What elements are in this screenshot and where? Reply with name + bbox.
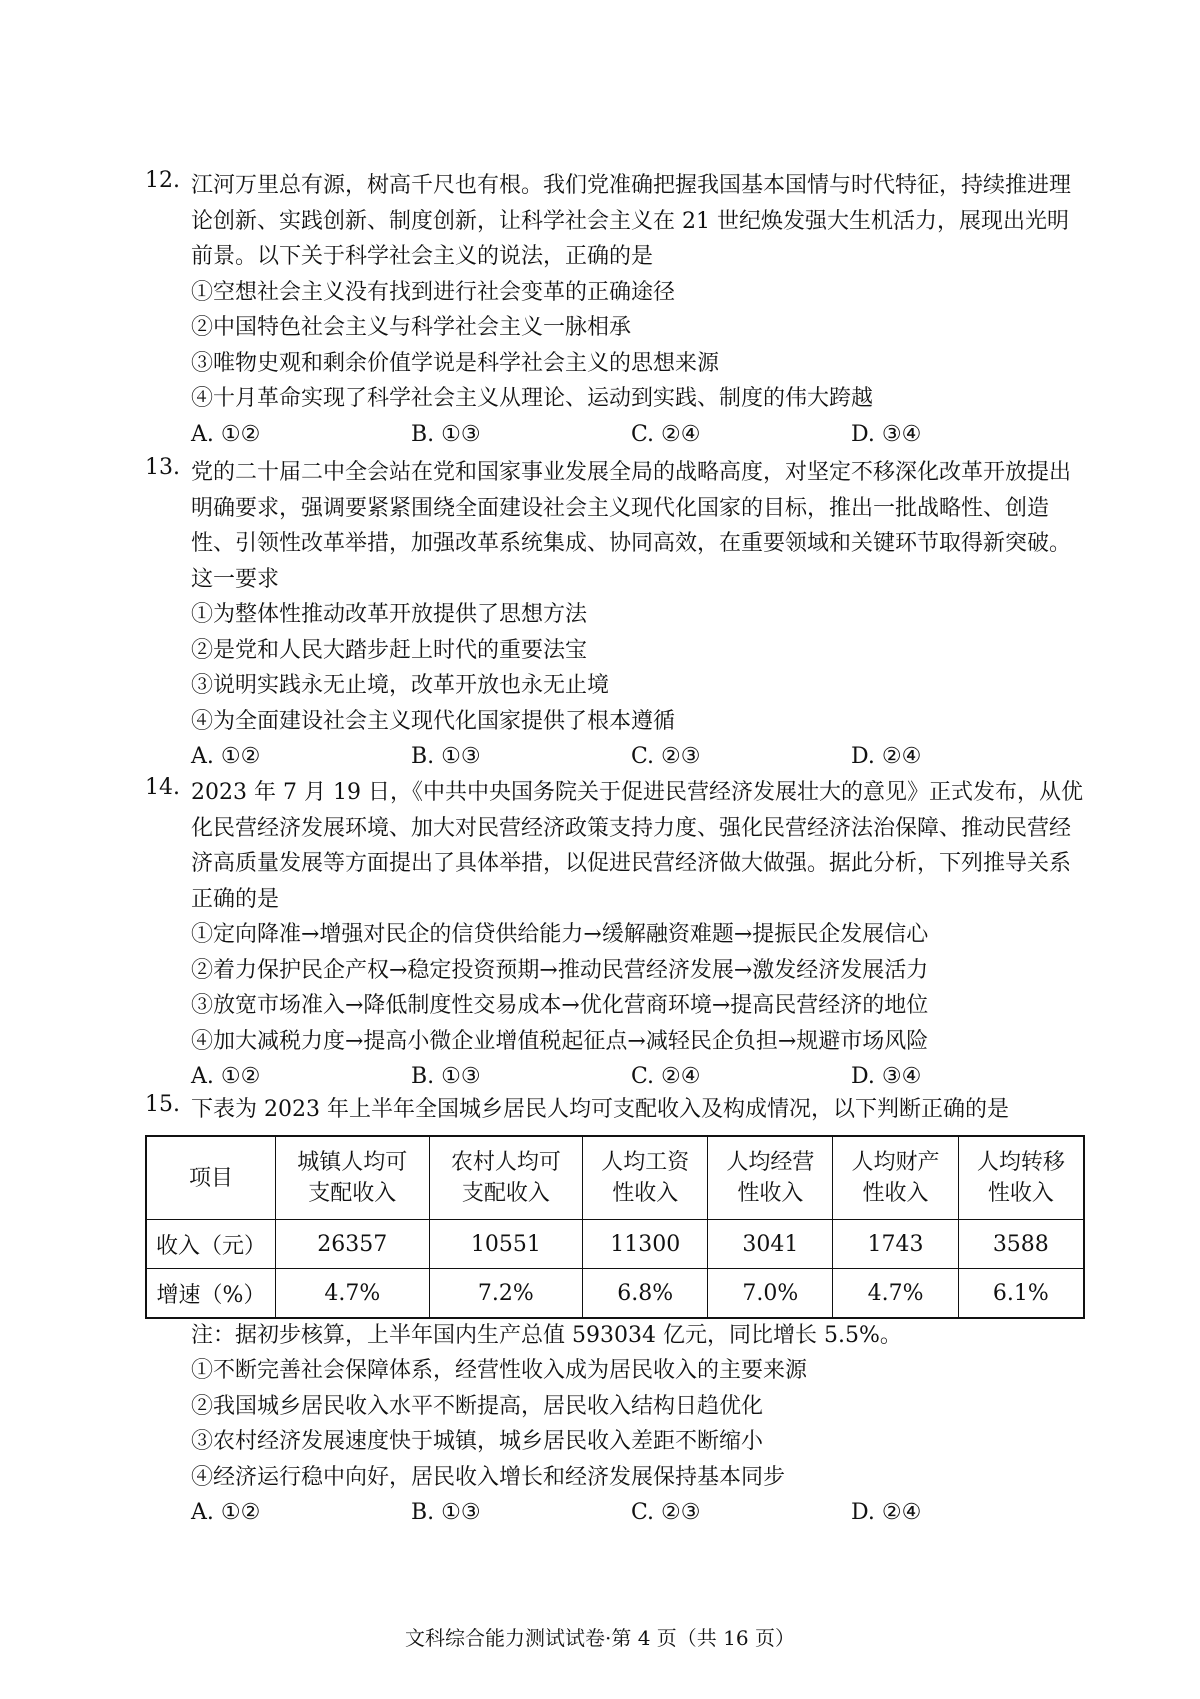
options-row: [191, 417, 1085, 452]
statement-2: ②着力保护民企产权→稳定投资预期→推动民营经济发展→激发经济发展活力: [191, 957, 929, 983]
question-number: 15.: [145, 1092, 180, 1117]
header-cell: 人均工资 性收入: [583, 1136, 708, 1220]
header-cell: 人均财产 性收入: [833, 1136, 958, 1220]
option-d[interactable]: D. ②④: [851, 1500, 922, 1525]
statement-1: ①为整体性推动改革开放提供了思想方法: [191, 602, 588, 627]
header-cell: 农村人均可 支配收入: [429, 1136, 583, 1220]
question-15-body: [145, 1318, 1085, 1530]
table-cell: 7.0%: [708, 1269, 833, 1319]
table-cell: 4.7%: [833, 1269, 958, 1319]
statement-2: ②是党和人民大踏步赶上时代的重要法宝: [191, 637, 588, 663]
statement-2: ②中国特色社会主义与科学社会主义一脉相承: [191, 315, 632, 340]
option-c[interactable]: C. ②④: [631, 421, 701, 447]
question-number: 13.: [145, 455, 180, 480]
statement-4: ④为全面建设社会主义现代化国家提供了根本遵循: [191, 708, 676, 734]
statement-3: ③农村经济发展速度快于城镇，城乡居民收入差距不断缩小: [191, 1429, 764, 1454]
table-cell: 3041: [708, 1220, 833, 1269]
table-cell: 6.1%: [958, 1269, 1084, 1319]
page-footer: 文科综合能力测试试卷·第 4 页（共 16 页）: [405, 1626, 795, 1650]
question-number: 14.: [145, 775, 180, 800]
table-cell: 3588: [958, 1220, 1084, 1269]
question-stem: 2023 年 7 月 19 日，《中共中央国务院关于促进民营经济发展壮大的意见》正式发布，从优化民营经济发展环境、加大对民营经济政策支持力度、强化民营经济法治保障、推动民营经济高质量发展等方面提出了具体举措，以促进民营经济做大做强。据此分析，下列推导关系正确的是: [191, 780, 1083, 912]
table-header-row: [146, 1136, 1084, 1220]
table-note: 注：据初步核算，上半年国内生产总值 593034 亿元，同比增长 5.5%。: [191, 1323, 902, 1348]
statement-3: ③唯物史观和剩余价值学说是科学社会主义的思想来源: [191, 350, 720, 376]
header-cell: 人均经营 性收入: [708, 1136, 833, 1220]
table-cell: 26357: [276, 1220, 430, 1269]
options-row: [191, 739, 1085, 774]
table-cell: 6.8%: [583, 1269, 708, 1319]
statement-4: ④十月革命实现了科学社会主义从理论、运动到实践、制度的伟大跨越: [191, 386, 874, 411]
table-cell: 增速（%）: [146, 1269, 276, 1319]
options-row: [191, 1059, 1085, 1094]
statement-2: ②我国城乡居民收入水平不断提高，居民收入结构日趋优化: [191, 1393, 764, 1419]
question-12: [145, 168, 1085, 452]
table-cell: 7.2%: [429, 1269, 583, 1319]
statement-1: ①空想社会主义没有找到进行社会变革的正确途径: [191, 279, 676, 305]
statement-1: ①不断完善社会保障体系，经营性收入成为居民收入的主要来源: [191, 1358, 808, 1383]
table-cell: 收入（元）: [146, 1220, 276, 1269]
option-a[interactable]: A. ①②: [191, 744, 261, 769]
question-14: [145, 775, 1085, 1094]
question-15: [145, 1092, 1085, 1128]
option-c[interactable]: C. ②④: [631, 1064, 701, 1089]
option-d[interactable]: D. ③④: [851, 421, 922, 447]
option-d[interactable]: D. ②④: [851, 744, 922, 769]
statement-3: ③放宽市场准入→降低制度性交易成本→优化营商环境→提高民营经济的地位: [191, 993, 929, 1018]
option-b[interactable]: B. ①③: [411, 421, 481, 447]
option-d[interactable]: D. ③④: [851, 1064, 922, 1089]
statement-4: ④经济运行稳中向好，居民收入增长和经济发展保持基本同步: [191, 1464, 786, 1490]
question-stem: 江河万里总有源，树高千尺也有根。我们党准确把握我国基本国情与时代特征，持续推进理论创新、实践创新、制度创新，让科学社会主义在 21 世纪焕发强大生机活力，展现出光明前景。以下关于科学社会主义的说法，正确的是: [191, 173, 1072, 269]
question-13: [145, 455, 1085, 774]
question-number: 12.: [145, 168, 180, 193]
option-b[interactable]: B. ①③: [411, 1500, 481, 1525]
income-table: [145, 1135, 1085, 1319]
table-row: [146, 1269, 1084, 1319]
statement-3: ③说明实践永无止境，改革开放也永无止境: [191, 673, 610, 698]
options-row: [191, 1495, 1085, 1530]
table-cell: 4.7%: [276, 1269, 430, 1319]
statement-1: ①定向降准→增强对民企的信贷供给能力→缓解融资难题→提振民企发展信心: [191, 922, 929, 947]
question-stem: 党的二十届二中全会站在党和国家事业发展全局的战略高度，对坚定不移深化改革开放提出明确要求，强调要紧紧围绕全面建设社会主义现代化国家的目标，推出一批战略性、创造性、引领性改革举措，加强改革系统集成、协同高效，在重要领域和关键环节取得新突破。这一要求: [191, 460, 1072, 592]
option-b[interactable]: B. ①③: [411, 744, 481, 769]
option-c[interactable]: C. ②③: [631, 744, 701, 769]
header-cell: 城镇人均可 支配收入: [276, 1136, 430, 1220]
header-cell: 人均转移 性收入: [958, 1136, 1084, 1220]
statement-4: ④加大减税力度→提高小微企业增值税起征点→减轻民企负担→规避市场风险: [191, 1028, 929, 1054]
question-stem: 下表为 2023 年上半年全国城乡居民人均可支配收入及构成情况，以下判断正确的是: [191, 1097, 1009, 1122]
option-a[interactable]: A. ①②: [191, 1500, 261, 1525]
table-cell: 1743: [833, 1220, 958, 1269]
option-b[interactable]: B. ①③: [411, 1064, 481, 1089]
table-cell: 11300: [583, 1220, 708, 1269]
option-a[interactable]: A. ①②: [191, 1064, 261, 1089]
header-cell: 项目: [146, 1136, 276, 1220]
table-row: [146, 1220, 1084, 1269]
option-a[interactable]: A. ①②: [191, 421, 261, 447]
option-c[interactable]: C. ②③: [631, 1500, 701, 1525]
table-cell: 10551: [429, 1220, 583, 1269]
